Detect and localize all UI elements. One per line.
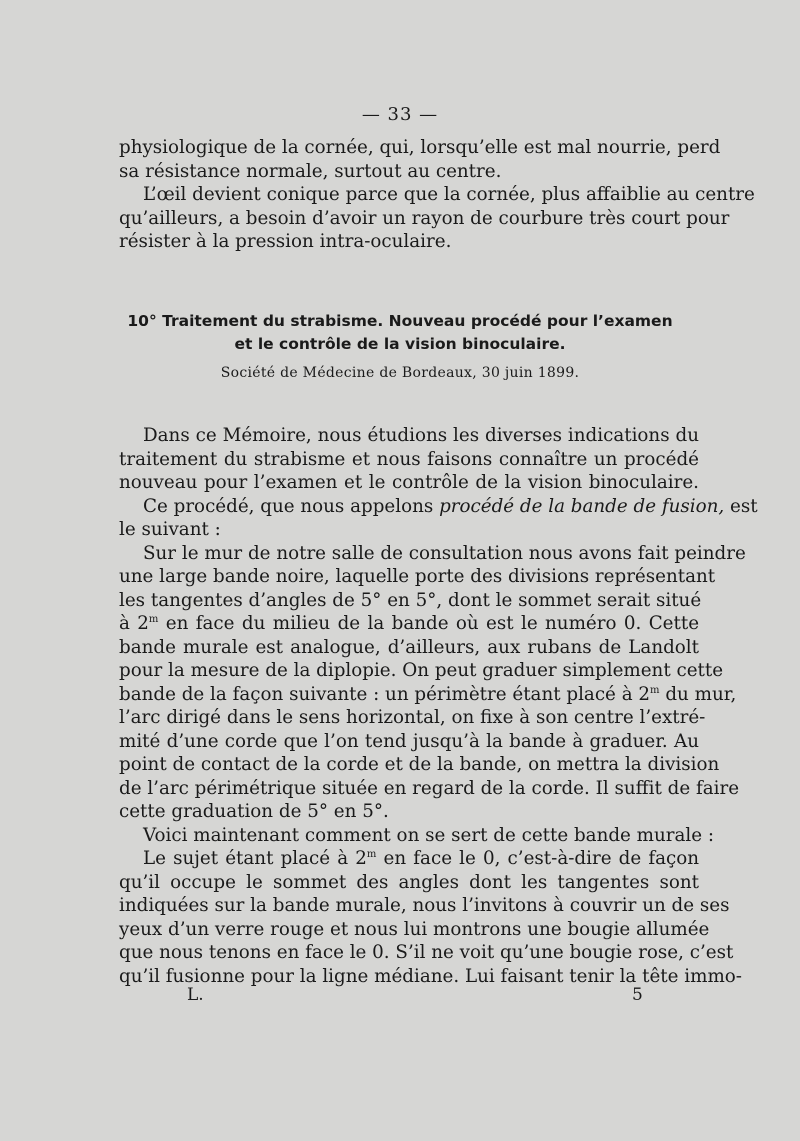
text-line: mité d’une corde que l’on tend jusqu’à la bande à graduer. Au (119, 730, 699, 752)
text-line: une large bande noire, laquelle porte des divisions représentant (119, 566, 716, 587)
unit-superscript: m (148, 613, 159, 625)
text-segment: Le sujet étant placé à 2 (143, 848, 367, 869)
text-line: Voici maintenant comment on se sert de cette bande murale : (143, 824, 715, 846)
text-line: indiquées sur la bande murale, nous l’invitons à couvrir un de ses (119, 895, 730, 916)
text-segment: du mur, (665, 683, 737, 705)
text-line: cette graduation de 5° en 5°. (119, 801, 389, 822)
text-line: bande murale est analogue, d’ailleurs, aux rubans de Landolt (119, 636, 699, 658)
section-body (119, 424, 758, 988)
text-line: point de contact de la corde et de la bande, on mettra la division (119, 754, 720, 775)
text-line: physiologique de la cornée, qui, lorsqu’elle est mal nourrie, perd (119, 137, 721, 158)
section-heading-line-1: 10° Traitement du strabisme. Nouveau procédé pour l’examen (127, 312, 673, 330)
page-number: — 33 — (361, 104, 439, 125)
text-segment: est (730, 495, 758, 517)
text-line: de l’arc périmétrique située en regard de la corde. Il suffit de faire (119, 777, 740, 799)
text-line: Dans ce Mémoire, nous étudions les diverses indications du (143, 425, 699, 446)
text-line: les tangentes d’angles de 5° en 5°, dont le sommet serait situé (119, 589, 702, 611)
text-line (119, 847, 699, 871)
footer-signature-mark: L. (187, 985, 204, 1005)
emphasized-term: procédé de la bande de fusion, (439, 495, 725, 517)
text-line: qu’ailleurs, a besoin d’avoir un rayon de courbure très court pour (119, 207, 730, 229)
text-line (119, 683, 737, 707)
text-line (119, 495, 758, 519)
section-source: Société de Médecine de Bordeaux, 30 juin 1899. (220, 365, 580, 381)
text-line: le suivant : (119, 519, 221, 540)
text-segment: en face du milieu de la bande où est le numéro 0. Cette (165, 613, 700, 634)
text-segment: à 2 (119, 613, 149, 634)
text-line: traitement du strabisme et nous faisons connaître un procédé (119, 448, 699, 470)
footer-signature-number: 5 (632, 985, 643, 1005)
text-line: nouveau pour l’examen et le contrôle de la vision binoculaire. (119, 472, 699, 493)
text-segment: en face le 0, c’est-à-dire de façon (383, 848, 700, 869)
section-heading-line-2: et le contrôle de la vision binoculaire. (234, 335, 566, 353)
text-segment: bande de la façon suivante : un périmètre étant placé à 2 (119, 683, 651, 705)
text-line: sa résistance normale, surtout au centre. (119, 160, 502, 182)
text-line: yeux d’un verre rouge et nous lui montrons une bougie allumée (119, 918, 710, 940)
text-line: que nous tenons en face le 0. S’il ne voit qu’une bougie rose, c’est (119, 942, 734, 963)
text-line: qu’il occupe le sommet des angles dont les tangentes sont (119, 871, 699, 893)
text-line (119, 612, 699, 636)
text-line: qu’il fusionne pour la ligne médiane. Lui faisant tenir la tête immo- (119, 965, 742, 987)
text-line: Sur le mur de notre salle de consultation nous avons fait peindre (143, 542, 746, 564)
text-line: L’œil devient conique parce que la cornée, plus affaiblie au centre (143, 184, 755, 205)
text-line: pour la mesure de la diplopie. On peut graduer simplement cette (119, 660, 724, 681)
unit-superscript: m (366, 848, 377, 860)
text-line: l’arc dirigé dans le sens horizontal, on fixe à son centre l’extré- (119, 707, 706, 728)
unit-superscript: m (650, 684, 660, 696)
text-segment: Ce procédé, que nous appelons (143, 495, 434, 517)
intro-paragraphs (119, 136, 755, 254)
text-line: résister à la pression intra-oculaire. (119, 231, 452, 252)
